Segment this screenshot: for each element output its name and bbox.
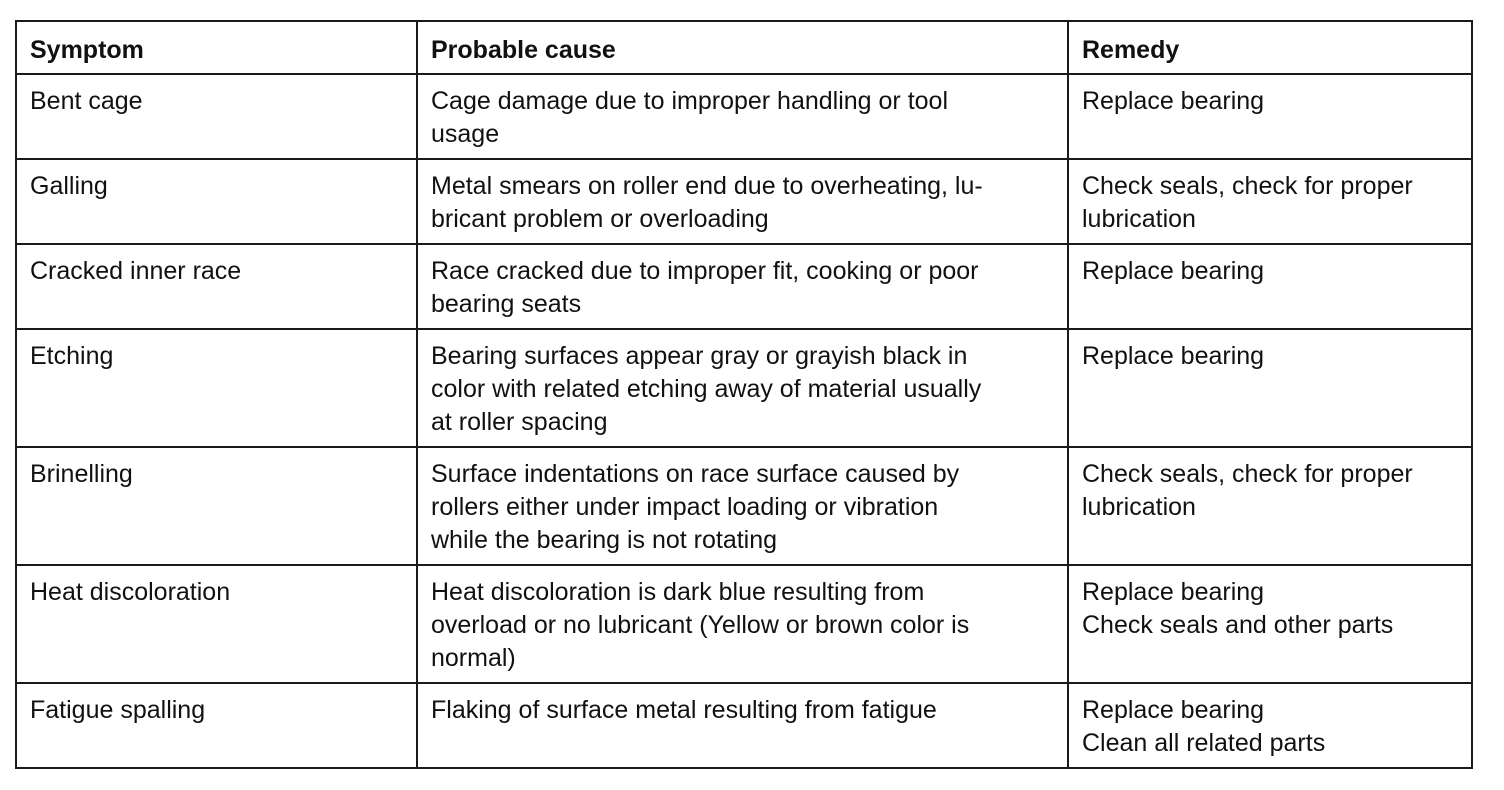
- table-row: [16, 683, 1472, 768]
- probable-cause-line: color with related etching away of material usually: [431, 375, 982, 403]
- header-symptom: Symptom: [16, 21, 417, 74]
- remedy-cell: [1068, 74, 1472, 159]
- probable-cause-line: Surface indentations on race surface caused by: [431, 460, 960, 488]
- table-header: [16, 21, 1472, 74]
- probable-cause-line: bricant problem or overloading: [431, 205, 769, 233]
- remedy-cell: [1068, 447, 1472, 565]
- probable-cause-cell: [417, 683, 1068, 768]
- probable-cause-line: Race cracked due to improper fit, cooking or poor: [431, 257, 979, 285]
- remedy-cell: [1068, 329, 1472, 447]
- table-row: [16, 74, 1472, 159]
- probable-cause-line: Bearing surfaces appear gray or grayish black in: [431, 342, 968, 370]
- remedy-line: Clean all related parts: [1082, 729, 1326, 757]
- probable-cause-cell: [417, 329, 1068, 447]
- remedy-line: Replace bearing: [1082, 87, 1265, 115]
- probable-cause-line: Flaking of surface metal resulting from fatigue: [431, 696, 937, 724]
- probable-cause-line: at roller spacing: [431, 408, 608, 436]
- probable-cause-line: normal): [431, 644, 516, 672]
- remedy-line: lubrication: [1082, 205, 1196, 233]
- remedy-cell: [1068, 683, 1472, 768]
- table-row: [16, 447, 1472, 565]
- remedy-line: Replace bearing: [1082, 578, 1265, 606]
- remedy-line: Replace bearing: [1082, 342, 1265, 370]
- probable-cause-line: Metal smears on roller end due to overheating, lu-: [431, 172, 983, 200]
- header-remedy: Remedy: [1068, 21, 1472, 74]
- remedy-cell: [1068, 159, 1472, 244]
- probable-cause-line: bearing seats: [431, 290, 582, 318]
- probable-cause-line: Heat discoloration is dark blue resulting from: [431, 578, 925, 606]
- probable-cause-line: Cage damage due to improper handling or tool: [431, 87, 949, 115]
- probable-cause-line: usage: [431, 120, 500, 148]
- symptom-cell: Fatigue spalling: [16, 683, 417, 768]
- header-row: [16, 21, 1472, 74]
- remedy-line: Replace bearing: [1082, 257, 1265, 285]
- probable-cause-cell: [417, 159, 1068, 244]
- table-body: [16, 74, 1472, 768]
- symptom-cell: Cracked inner race: [16, 244, 417, 329]
- remedy-line: Check seals, check for proper: [1082, 172, 1413, 200]
- symptom-cell: Brinelling: [16, 447, 417, 565]
- probable-cause-line: overload or no lubricant (Yellow or brown color is: [431, 611, 970, 639]
- symptom-cell: Heat discoloration: [16, 565, 417, 683]
- remedy-line: Check seals and other parts: [1082, 611, 1394, 639]
- remedy-cell: [1068, 565, 1472, 683]
- symptom-cell: Etching: [16, 329, 417, 447]
- probable-cause-cell: [417, 74, 1068, 159]
- table-row: [16, 565, 1472, 683]
- remedy-line: Check seals, check for proper: [1082, 460, 1413, 488]
- header-probable-cause: Probable cause: [417, 21, 1068, 74]
- table-row: [16, 329, 1472, 447]
- probable-cause-line: rollers either under impact loading or vibration: [431, 493, 939, 521]
- symptom-cell: Galling: [16, 159, 417, 244]
- probable-cause-cell: [417, 447, 1068, 565]
- remedy-cell: [1068, 244, 1472, 329]
- troubleshooting-table-container: [15, 20, 1473, 769]
- remedy-line: Replace bearing: [1082, 696, 1265, 724]
- table-row: [16, 159, 1472, 244]
- probable-cause-line: while the bearing is not rotating: [431, 526, 778, 554]
- probable-cause-cell: [417, 565, 1068, 683]
- table-row: [16, 244, 1472, 329]
- symptom-cell: Bent cage: [16, 74, 417, 159]
- remedy-line: lubrication: [1082, 493, 1196, 521]
- probable-cause-cell: [417, 244, 1068, 329]
- troubleshooting-table: [15, 20, 1473, 769]
